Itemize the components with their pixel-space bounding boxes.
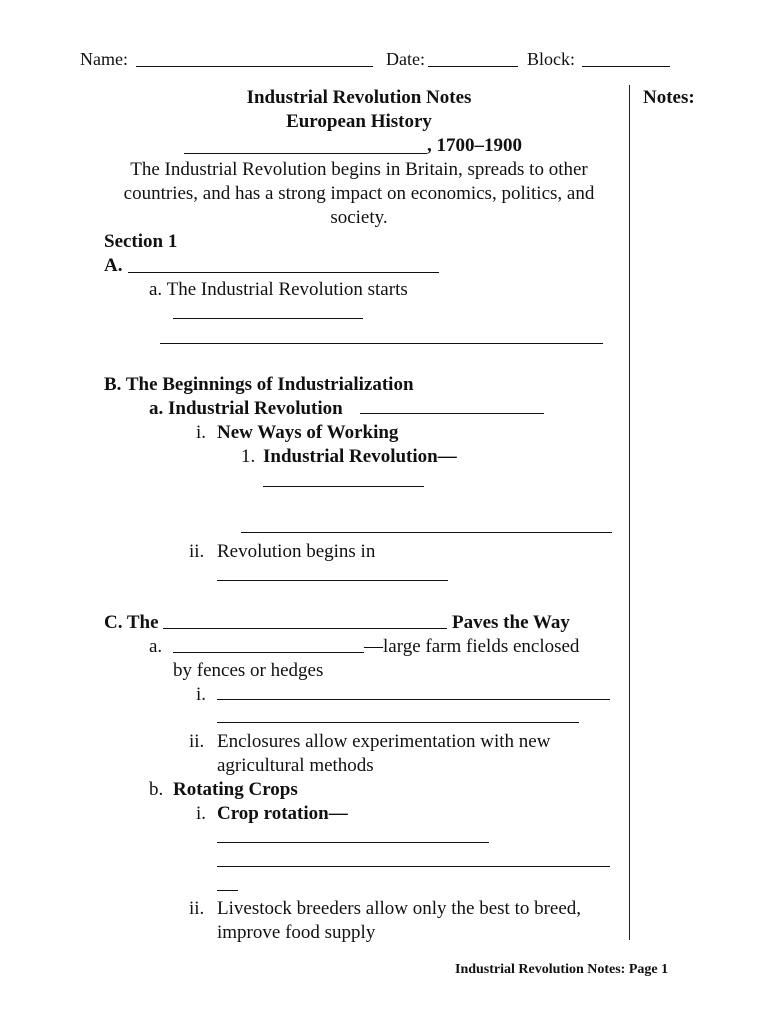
sectionC-heading-blank[interactable] (163, 628, 447, 629)
notes-column-divider (629, 85, 630, 940)
page-footer: Industrial Revolution Notes: Page 1 (455, 962, 669, 977)
block-label: Block: (527, 49, 575, 69)
sectionC-heading-suffix: Paves the Way (452, 612, 570, 633)
intro-line-1: The Industrial Revolution begins in Britain, spreads to other (130, 159, 588, 180)
section1-a-blank[interactable] (128, 272, 439, 273)
sectionB-1-blank-2[interactable] (241, 532, 612, 533)
sectionB-i-num: i. (196, 422, 207, 443)
sectionB-i-item: New Ways of Working (217, 422, 399, 443)
date-label: Date: (386, 49, 425, 69)
sectionC-b-i-blank[interactable] (217, 842, 489, 843)
date-blank[interactable] (428, 66, 518, 67)
sectionB-ii-blank[interactable] (217, 580, 448, 581)
intro-line-2: countries, and has a strong impact on economics, politics, and (123, 183, 595, 204)
sectionC-a-cont: by fences or hedges (173, 660, 324, 681)
block-blank[interactable] (582, 66, 670, 67)
notes-heading: Notes: (643, 87, 695, 108)
section1-a-item: a. The Industrial Revolution starts (149, 279, 408, 300)
sectionC-b-ii-num: ii. (189, 898, 205, 919)
period-blank[interactable] (184, 153, 427, 154)
sectionB-1-num: 1. (241, 446, 256, 467)
sectionC-a-ii-line1: Enclosures allow experimentation with new (217, 731, 551, 752)
sectionC-b-ii-line2: improve food supply (217, 922, 376, 943)
name-blank[interactable] (136, 66, 373, 67)
sectionB-a-item: a. Industrial Revolution (149, 398, 343, 419)
sectionC-a-blank[interactable] (173, 652, 364, 653)
sectionB-ii-item: Revolution begins in (217, 541, 376, 562)
sectionC-a-suffix: —large farm fields enclosed (364, 636, 580, 657)
sectionC-b-i-item: Crop rotation— (217, 803, 348, 824)
sectionC-a-num: a. (149, 636, 163, 657)
sectionC-a-ii-line2: agricultural methods (217, 755, 374, 776)
sectionC-b-i-blank-2[interactable] (217, 866, 610, 867)
section1-a-label: A. (104, 255, 123, 276)
sectionC-b-num: b. (149, 779, 164, 800)
sectionB-heading: B. The Beginnings of Industrialization (104, 374, 414, 395)
sectionB-ii-num: ii. (189, 541, 205, 562)
sectionC-a-ii-num: ii. (189, 731, 205, 752)
sectionC-heading-prefix: C. The (104, 612, 159, 633)
sectionC-a-i-blank-2[interactable] (217, 722, 579, 723)
sectionC-b-i-num: i. (196, 803, 207, 824)
sectionC-a-i-num: i. (196, 684, 207, 705)
sectionB-1-item: Industrial Revolution— (263, 446, 457, 467)
sectionB-a-blank[interactable] (360, 413, 544, 414)
doc-title: Industrial Revolution Notes (246, 87, 472, 108)
period-years: , 1700–1900 (427, 135, 522, 156)
sectionC-a-i-blank[interactable] (217, 699, 610, 700)
intro-line-3: society. (330, 207, 388, 228)
section1-a-blank-2[interactable] (173, 318, 363, 319)
sectionB-1-blank[interactable] (263, 486, 424, 487)
name-label: Name: (80, 49, 128, 69)
sectionC-b-ii-line1: Livestock breeders allow only the best to breed, (217, 898, 582, 919)
sectionC-b-item: Rotating Crops (173, 779, 298, 800)
sectionC-b-i-blank-3[interactable] (217, 890, 238, 891)
doc-subtitle: European History (286, 111, 432, 132)
section1-a-blank-3[interactable] (160, 343, 603, 344)
section1-heading: Section 1 (104, 231, 178, 252)
